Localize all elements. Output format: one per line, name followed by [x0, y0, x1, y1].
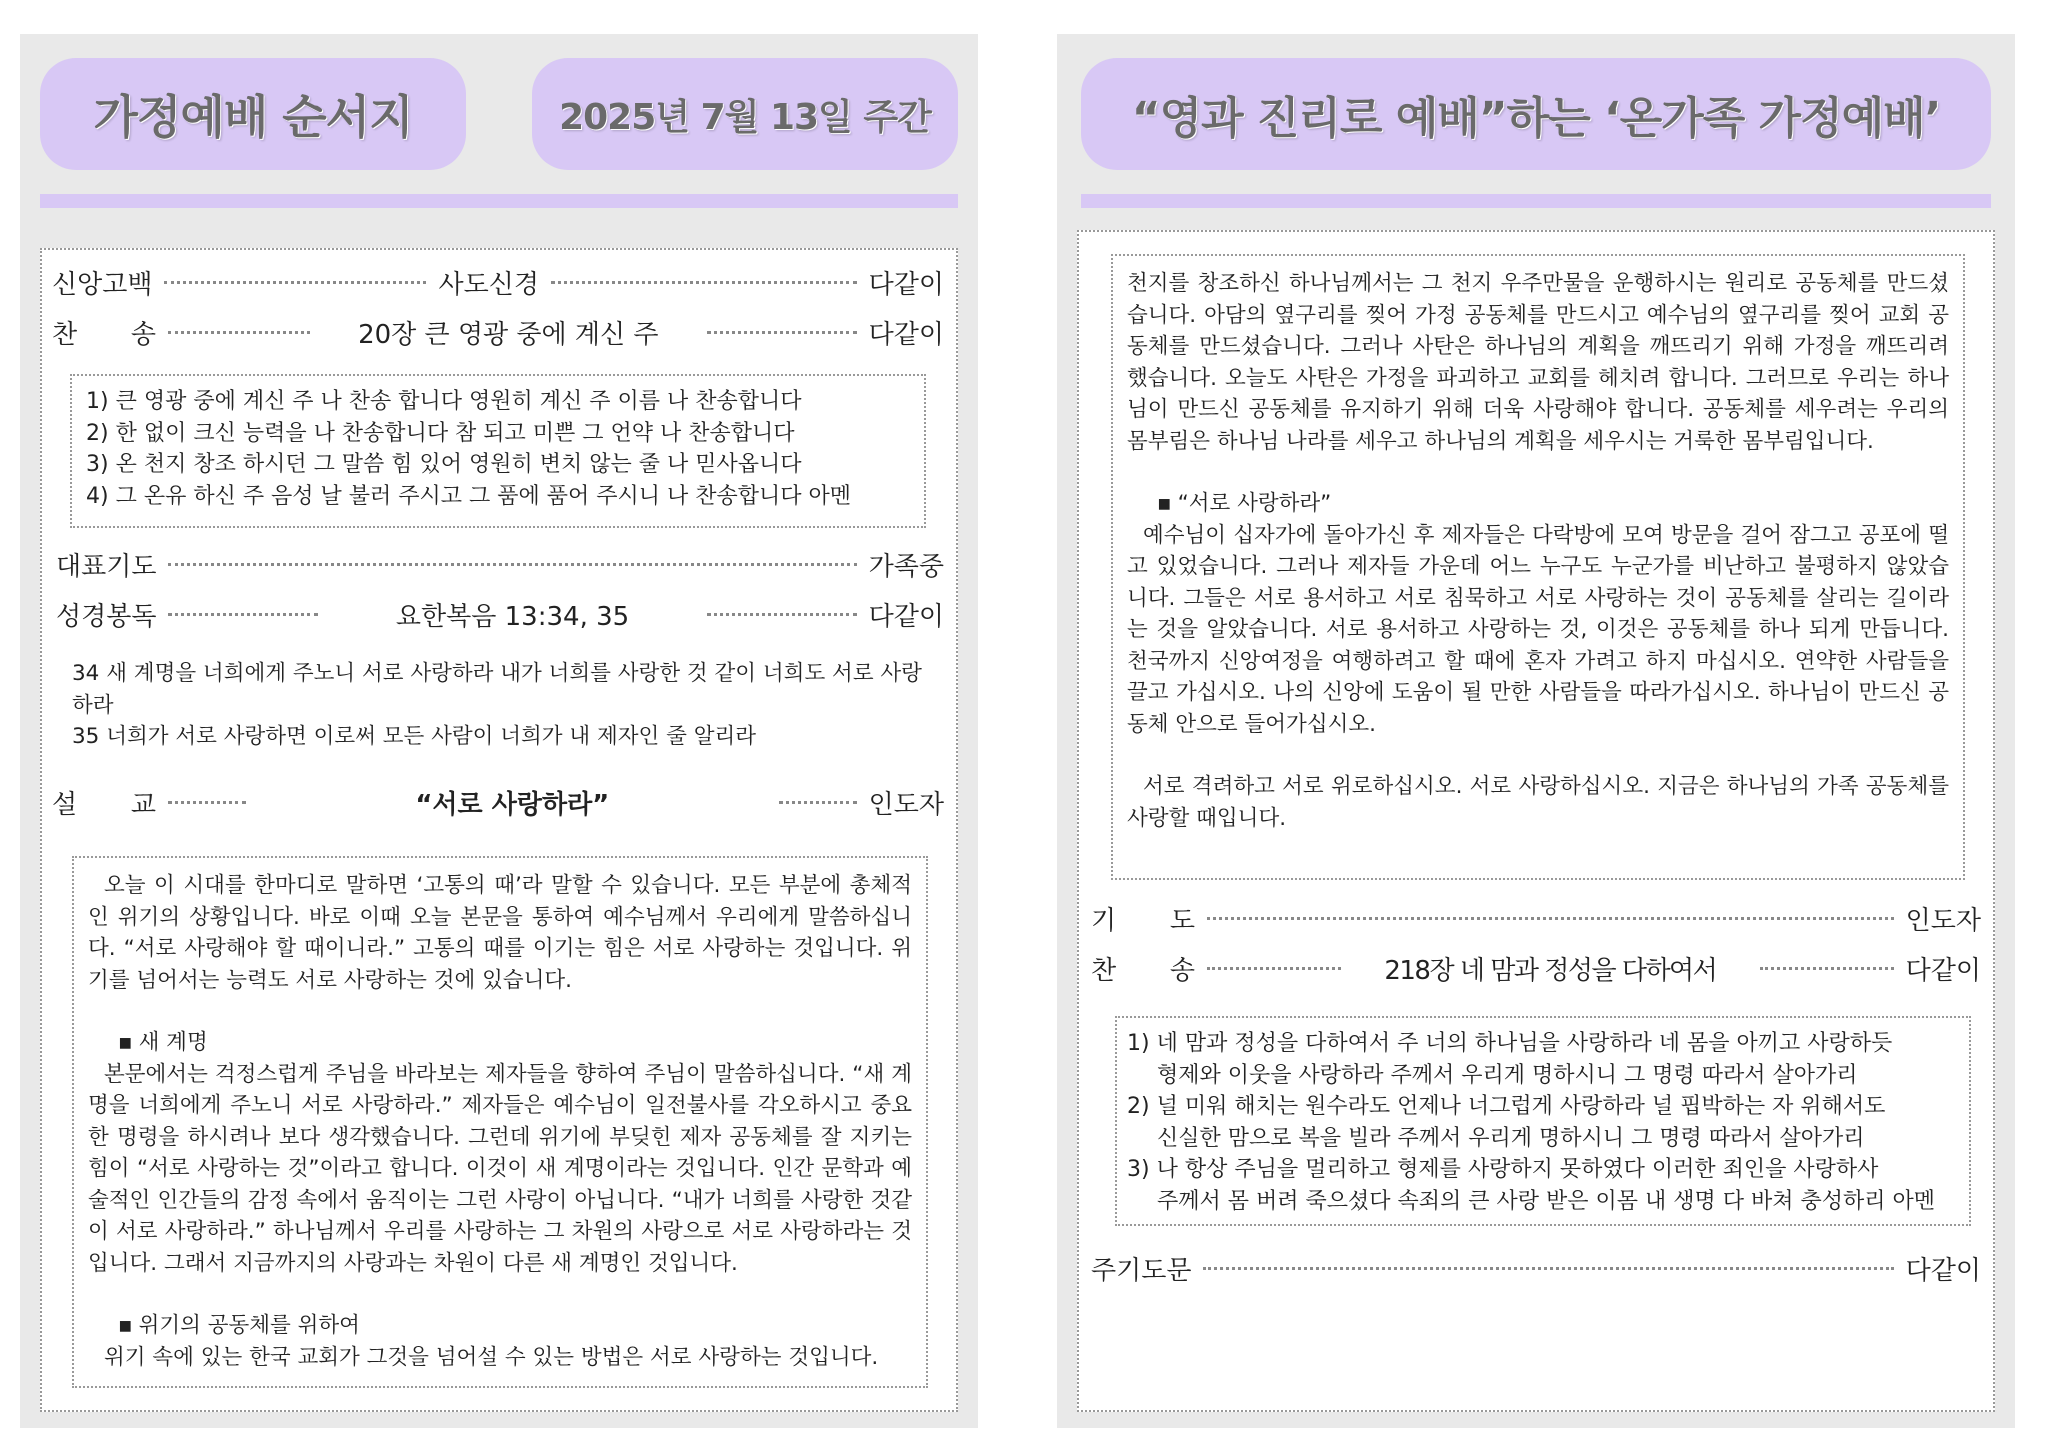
row-right: 가족중 — [868, 551, 944, 582]
row-middle: 사도신경 — [438, 269, 539, 300]
sermon-subheading: ▪ 위기의 공동체를 위하여 — [88, 1310, 912, 1342]
sermon-title: “서로 사랑하라” — [415, 789, 610, 820]
essay-box — [1111, 254, 1965, 880]
left-title: 가정예배 순서지 — [40, 58, 466, 170]
row-label: 찬 송 — [1091, 955, 1195, 986]
row-middle: 218장 네 맘과 정성을 다하여서 — [1384, 955, 1717, 986]
essay-paragraph: 예수님이 십자가에 돌아가신 후 제자들은 다락방에 모여 방문을 걸어 잠그고 공포에 떨고 있었습니다. 그러나 제자들 가운데 어느 누구도 누군가를 비난하고 불평하지 않았습니다. 그들은 서로 용서하고 서로 침묵하고 서로 사랑하는 것이 공동체를 살리는 길이라는 것을 알았습니다. 서로 용서하고 사랑하는 것, 이것은 공동체를 하나 되게 만듭니다. 천국까지 신앙여정을 여행하려고 할 때에 혼자 가려고 하지 마십시오. 연약한 사람들을 끌고 가십시오. 나의 신앙에 도움이 될 만한 사람들을 따라가십시오. 하나님이 만드신 공동체 안으로 들어가십시오. — [1127, 522, 1949, 737]
row-label: 기 도 — [1091, 905, 1195, 936]
row-right: 인도자 — [868, 789, 944, 820]
hymn-lyrics-box — [1115, 1016, 1971, 1226]
lyric-line: 3) 온 천지 창조 하시던 그 말씀 힘 있어 영원히 변치 않는 줄 나 믿사옵니다 — [86, 452, 802, 477]
lyric-line: 2) 널 미워 해치는 원수라도 언제나 너그럽게 사랑하라 널 핍박하는 자 위해서도 — [1127, 1094, 1886, 1119]
hymn-lyrics-box — [70, 374, 926, 528]
row-right: 다같이 — [868, 319, 944, 350]
right-divider — [1081, 194, 1991, 208]
right-page — [1057, 34, 2015, 1428]
row-label: 찬 송 — [52, 319, 156, 350]
left-sheet — [40, 248, 958, 1412]
scripture-verses — [72, 658, 928, 753]
lyric-line: 4) 그 온유 하신 주 음성 날 불러 주시고 그 품에 품어 주시니 나 찬송합니다 아멘 — [86, 483, 852, 509]
row-right: 다같이 — [1905, 955, 1981, 986]
left-divider — [40, 194, 958, 208]
lyric-line: 3) 나 항상 주님을 멀리하고 형제를 사랑하지 못하였다 이러한 죄인을 사랑하사 — [1127, 1157, 1879, 1182]
row-confession — [52, 262, 944, 302]
row-right: 다같이 — [868, 601, 944, 632]
row-middle: 20장 큰 영광 중에 계신 주 — [358, 319, 659, 350]
essay-subheading: ▪ “서로 사랑하라” — [1127, 488, 1949, 520]
left-page — [20, 34, 978, 1428]
row-label: 신앙고백 — [52, 269, 153, 300]
lyric-line: 2) 한 없이 크신 능력을 나 찬송합니다 참 되고 미쁜 그 언약 나 찬송합니다 — [86, 420, 795, 446]
sermon-paragraph: 위기 속에 있는 한국 교회가 그것을 넘어설 수 있는 방법은 서로 사랑하는 것입니다. — [104, 1344, 879, 1370]
lyric-line: 주께서 몸 버려 죽으셨다 속죄의 큰 사랑 받은 이몸 내 생명 다 바쳐 충성하리 아멘 — [1157, 1188, 1935, 1214]
row-hymn — [52, 312, 944, 352]
row-lords-prayer — [1091, 1248, 1981, 1288]
row-label: 주기도문 — [1091, 1255, 1192, 1286]
date-title: 2025년 7월 13일 주간 — [532, 58, 958, 170]
verse: 34 새 계명을 너희에게 주노니 서로 사랑하라 내가 너희를 사랑한 것 같이 너희도 서로 사랑하라 — [72, 661, 922, 718]
sermon-paragraph: 본문에서는 걱정스럽게 주님을 바라보는 제자들을 향하여 주님이 말씀하십니다. “새 계명을 너희에게 주노니 서로 사랑하라.” 제자들은 예수님이 일전불사를 각오하시고 중요한 명령을 하시려나 보다 생각했습니다. 그런데 위기에 부딪힌 제자 공동체를 잘 지키는 힘이 “서로 사랑하는 것”이라고 합니다. 이것이 새 계명이라는 것입니다. 인간 문학과 예술적인 인간들의 감정 속에서 움직이는 그런 사랑이 아닙니다. “내가 너희를 사랑한 것같이 서로 사랑하라.” 하나님께서 우리를 사랑하는 그 차원의 사랑으로 서로 사랑하라는 것입니다. 그래서 지금까지의 사랑과는 차원이 다른 새 계명인 것입니다. — [88, 1061, 912, 1276]
row-prayer — [56, 544, 944, 584]
row-right: 인도자 — [1905, 905, 1981, 936]
lyric-line: 1) 큰 영광 중에 계신 주 나 찬송 합니다 영원히 계신 주 이름 나 찬송합니다 — [86, 389, 802, 414]
row-hymn — [1091, 948, 1981, 988]
essay-paragraph: 천지를 창조하신 하나님께서는 그 천지 우주만물을 운행하시는 원리로 공동체를 만드셨습니다. 아담의 옆구리를 찢어 가정 공동체를 만드시고 예수님의 옆구리를 찢어 교회 공동체를 만드셨습니다. 그러나 사탄은 하나님의 계획을 깨뜨리기 위해 가정을 깨뜨리려 했습니다. 오늘도 사탄은 가정을 파괴하고 교회를 헤치려 합니다. 그러므로 우리는 하나님이 만드신 공동체를 유지하기 위해 더욱 사랑해야 합니다. 공동체를 세우려는 우리의 몸부림은 하나님 나라를 세우고 하나님의 계획을 세우시는 거룩한 몸부림입니다. — [1127, 271, 1949, 454]
sermon-subheading: ▪ 새 계명 — [88, 1027, 912, 1059]
sermon-box — [72, 856, 928, 1388]
lyric-line: 1) 네 맘과 정성을 다하여서 주 너의 하나님을 사랑하라 네 몸을 아끼고 사랑하듯 — [1127, 1031, 1893, 1056]
sermon-paragraph: 오늘 이 시대를 한마디로 말하면 ‘고통의 때’라 말할 수 있습니다. 모든 부분에 총체적인 위기의 상황입니다. 바로 이때 오늘 본문을 통하여 예수님께서 우리에게 말씀하십니다. “서로 사랑해야 할 때이니라.” 고통의 때를 이기는 힘은 서로 사랑하는 것입니다. 위기를 넘어서는 능력도 서로 사랑하는 것에 있습니다. — [88, 873, 912, 993]
row-middle: 요한복음 13:34, 35 — [395, 601, 630, 632]
verse: 35 너희가 서로 사랑하면 이로써 모든 사람이 너희가 내 제자인 줄 알리라 — [72, 724, 757, 749]
row-right: 다같이 — [1905, 1255, 1981, 1286]
lyric-line: 신실한 맘으로 복을 빌라 주께서 우리게 명하시니 그 명령 따라서 살아가리 — [1157, 1125, 1865, 1151]
essay-paragraph: 서로 격려하고 서로 위로하십시오. 서로 사랑하십시오. 지금은 하나님의 가족 공동체를 사랑할 때입니다. — [1127, 774, 1949, 831]
row-label: 대표기도 — [56, 551, 157, 582]
row-right: 다같이 — [868, 269, 944, 300]
row-reading — [56, 594, 944, 634]
right-title: “영과 진리로 예배”하는 ‘온가족 가정예배’ — [1081, 58, 1991, 170]
row-sermon — [52, 782, 944, 822]
right-sheet — [1077, 230, 1995, 1412]
row-prayer — [1091, 898, 1981, 938]
row-label: 성경봉독 — [56, 601, 157, 632]
row-label: 설 교 — [52, 789, 156, 820]
lyric-line: 형제와 이웃을 사랑하라 주께서 우리게 명하시니 그 명령 따라서 살아가리 — [1157, 1062, 1858, 1088]
